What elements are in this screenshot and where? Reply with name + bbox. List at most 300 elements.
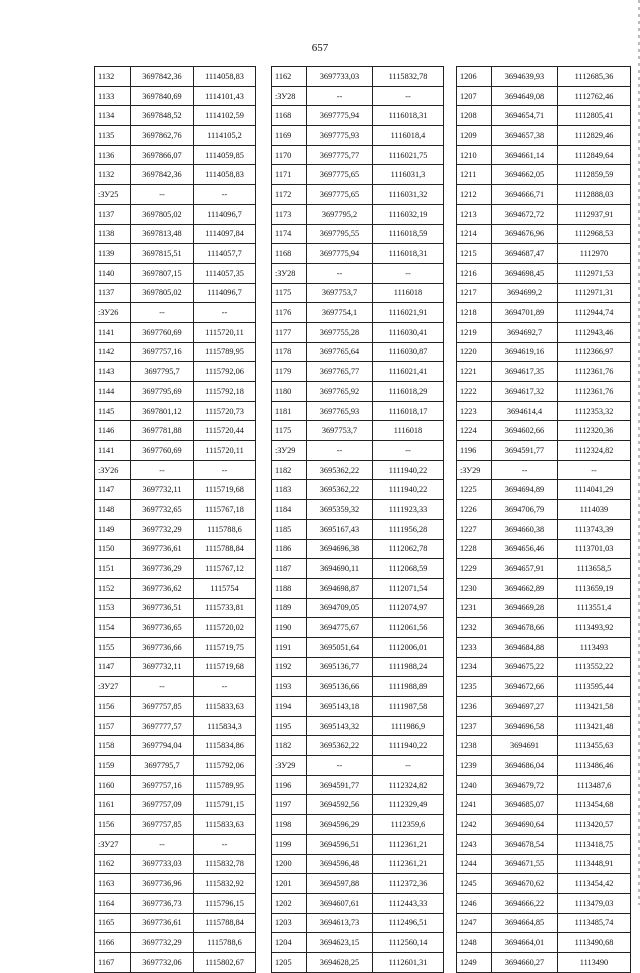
x-coordinate-cell: 3697765,64 <box>307 342 373 362</box>
table-row <box>457 756 631 776</box>
table-row <box>457 578 631 598</box>
point-number-cell: 1163 <box>95 874 131 894</box>
y-coordinate-cell: 1114096,7 <box>194 204 256 224</box>
table-row <box>457 460 631 480</box>
y-coordinate-cell: 1115788,84 <box>194 539 256 559</box>
table-row <box>95 441 256 461</box>
coordinate-table-left <box>94 66 256 973</box>
x-coordinate-cell: 3697775,65 <box>307 185 373 205</box>
x-coordinate-cell: 3694775,67 <box>307 618 373 638</box>
table-row <box>457 263 631 283</box>
x-coordinate-cell: 3694698,87 <box>307 578 373 598</box>
point-number-cell: 1210 <box>457 145 492 165</box>
table-row <box>457 815 631 835</box>
table-row <box>95 657 256 677</box>
table-row <box>95 460 256 480</box>
x-coordinate-cell: 3694676,96 <box>492 224 558 244</box>
point-number-cell: 1177 <box>272 322 307 342</box>
point-number-cell: 1217 <box>457 283 492 303</box>
y-coordinate-cell: 1115767,18 <box>194 500 256 520</box>
table-row <box>95 854 256 874</box>
point-number-cell: 1154 <box>95 618 131 638</box>
y-coordinate-cell: 1112361,76 <box>558 362 631 382</box>
table-row <box>272 106 444 126</box>
y-coordinate-cell: 1116030,87 <box>373 342 444 362</box>
table-row <box>95 480 256 500</box>
x-coordinate-cell: 3694691 <box>492 736 558 756</box>
x-coordinate-cell: 3697732,11 <box>131 480 194 500</box>
y-coordinate-cell: 1112324,82 <box>373 775 444 795</box>
table-row <box>457 500 631 520</box>
x-coordinate-cell: 3695362,22 <box>307 460 373 480</box>
x-coordinate-cell: 3697753,7 <box>307 421 373 441</box>
point-number-cell: 1224 <box>457 421 492 441</box>
y-coordinate-cell: 1116018 <box>373 421 444 441</box>
x-coordinate-cell: -- <box>492 460 558 480</box>
table-row <box>95 362 256 382</box>
table-row <box>272 382 444 402</box>
y-coordinate-cell: 1116030,41 <box>373 322 444 342</box>
table-row <box>95 500 256 520</box>
table-row <box>272 677 444 697</box>
table-row <box>457 322 631 342</box>
point-number-cell: 1148 <box>95 500 131 520</box>
y-coordinate-cell: 1113552,22 <box>558 657 631 677</box>
table-row <box>272 598 444 618</box>
y-coordinate-cell: 1115834,86 <box>194 736 256 756</box>
y-coordinate-cell: 1115720,02 <box>194 618 256 638</box>
point-number-cell: 1132 <box>95 67 131 87</box>
table-row <box>95 539 256 559</box>
table-row <box>95 697 256 717</box>
y-coordinate-cell: 1111940,22 <box>373 736 444 756</box>
y-coordinate-cell: 1115789,95 <box>194 342 256 362</box>
x-coordinate-cell: 3697781,88 <box>131 421 194 441</box>
point-number-cell: 1156 <box>95 697 131 717</box>
x-coordinate-cell: 3694685,07 <box>492 795 558 815</box>
y-coordinate-cell: 1112968,53 <box>558 224 631 244</box>
table-row <box>457 893 631 913</box>
y-coordinate-cell: 1112361,21 <box>373 834 444 854</box>
point-number-cell: 1232 <box>457 618 492 638</box>
table-row <box>272 716 444 736</box>
x-coordinate-cell: -- <box>131 460 194 480</box>
y-coordinate-cell: 1116031,32 <box>373 185 444 205</box>
x-coordinate-cell: 3697862,76 <box>131 126 194 146</box>
y-coordinate-cell: 1113487,6 <box>558 775 631 795</box>
point-number-cell: 1194 <box>272 697 307 717</box>
x-coordinate-cell: 3694602,66 <box>492 421 558 441</box>
y-coordinate-cell: 1112366,97 <box>558 342 631 362</box>
x-coordinate-cell: 3694623,15 <box>307 933 373 953</box>
y-coordinate-cell: 1112829,46 <box>558 126 631 146</box>
x-coordinate-cell: 3697795,7 <box>131 362 194 382</box>
point-number-cell: :ЗУ27 <box>95 677 131 697</box>
point-number-cell: 1181 <box>272 401 307 421</box>
point-number-cell: 1173 <box>272 204 307 224</box>
y-coordinate-cell: 1115834,3 <box>194 716 256 736</box>
table-row <box>457 952 631 972</box>
table-row <box>272 86 444 106</box>
x-coordinate-cell: 3694696,58 <box>492 716 558 736</box>
table-row <box>272 933 444 953</box>
y-coordinate-cell: 1115789,95 <box>194 775 256 795</box>
point-number-cell: 1139 <box>95 244 131 264</box>
point-number-cell: 1156 <box>95 815 131 835</box>
y-coordinate-cell: 1116018,31 <box>373 106 444 126</box>
table-row <box>272 618 444 638</box>
x-coordinate-cell: 3697765,93 <box>307 401 373 421</box>
x-coordinate-cell: -- <box>307 441 373 461</box>
point-number-cell: 1159 <box>95 756 131 776</box>
y-coordinate-cell: 1112324,82 <box>558 441 631 461</box>
x-coordinate-cell: 3697795,55 <box>307 224 373 244</box>
table-row <box>95 815 256 835</box>
x-coordinate-cell: 3697842,36 <box>131 165 194 185</box>
point-number-cell: 1242 <box>457 815 492 835</box>
point-number-cell: 1216 <box>457 263 492 283</box>
y-coordinate-cell: -- <box>194 834 256 854</box>
table-row <box>272 500 444 520</box>
x-coordinate-cell: 3694592,56 <box>307 795 373 815</box>
table-row <box>457 736 631 756</box>
point-number-cell: 1190 <box>272 618 307 638</box>
table-row <box>95 185 256 205</box>
table-row <box>95 933 256 953</box>
x-coordinate-cell: -- <box>131 834 194 854</box>
table-row <box>457 67 631 87</box>
y-coordinate-cell: 1114102,59 <box>194 106 256 126</box>
x-coordinate-cell: 3694692,7 <box>492 322 558 342</box>
x-coordinate-cell: 3694617,35 <box>492 362 558 382</box>
y-coordinate-cell: 1112560,14 <box>373 933 444 953</box>
y-coordinate-cell: 1112071,54 <box>373 578 444 598</box>
x-coordinate-cell: 3694660,27 <box>492 952 558 972</box>
y-coordinate-cell: 1112443,33 <box>373 893 444 913</box>
point-number-cell: 1170 <box>272 145 307 165</box>
point-number-cell: 1184 <box>272 500 307 520</box>
y-coordinate-cell: 1111986,9 <box>373 716 444 736</box>
point-number-cell: 1187 <box>272 559 307 579</box>
y-coordinate-cell: 1112372,36 <box>373 874 444 894</box>
x-coordinate-cell: 3695167,43 <box>307 519 373 539</box>
x-coordinate-cell: 3695136,77 <box>307 657 373 677</box>
point-number-cell: 1209 <box>457 126 492 146</box>
x-coordinate-cell: 3694698,45 <box>492 263 558 283</box>
x-coordinate-cell: 3697775,65 <box>307 165 373 185</box>
x-coordinate-cell: 3694664,01 <box>492 933 558 953</box>
table-row <box>272 913 444 933</box>
table-row <box>457 342 631 362</box>
point-number-cell: 1134 <box>95 106 131 126</box>
table-row <box>95 165 256 185</box>
point-number-cell: 1223 <box>457 401 492 421</box>
x-coordinate-cell: 3697732,29 <box>131 933 194 953</box>
y-coordinate-cell: 1112361,76 <box>558 382 631 402</box>
y-coordinate-cell: 1115833,63 <box>194 815 256 835</box>
x-coordinate-cell: 3697777,57 <box>131 716 194 736</box>
point-number-cell: 1198 <box>272 815 307 835</box>
x-coordinate-cell: -- <box>307 263 373 283</box>
point-number-cell: 1227 <box>457 519 492 539</box>
y-coordinate-cell: 1112805,41 <box>558 106 631 126</box>
table-row <box>457 677 631 697</box>
x-coordinate-cell: -- <box>307 756 373 776</box>
x-coordinate-cell: 3697736,73 <box>131 893 194 913</box>
table-row <box>272 224 444 244</box>
table-row <box>272 559 444 579</box>
y-coordinate-cell: 1116032,19 <box>373 204 444 224</box>
point-number-cell: 1244 <box>457 854 492 874</box>
x-coordinate-cell: 3697733,03 <box>307 67 373 87</box>
x-coordinate-cell: 3694591,77 <box>307 775 373 795</box>
point-number-cell: :ЗУ28 <box>272 263 307 283</box>
point-number-cell: 1196 <box>457 441 492 461</box>
y-coordinate-cell: -- <box>194 460 256 480</box>
x-coordinate-cell: -- <box>131 677 194 697</box>
x-coordinate-cell: 3697840,69 <box>131 86 194 106</box>
point-number-cell: 1136 <box>95 145 131 165</box>
x-coordinate-cell: 3697775,93 <box>307 126 373 146</box>
point-number-cell: 1137 <box>95 204 131 224</box>
point-number-cell: 1133 <box>95 86 131 106</box>
table-row <box>457 106 631 126</box>
y-coordinate-cell: 1115788,6 <box>194 519 256 539</box>
point-number-cell: 1247 <box>457 913 492 933</box>
point-number-cell: 1219 <box>457 322 492 342</box>
x-coordinate-cell: 3697805,02 <box>131 283 194 303</box>
table-row <box>457 598 631 618</box>
table-row <box>95 736 256 756</box>
y-coordinate-cell: 1112359,6 <box>373 815 444 835</box>
x-coordinate-cell: 3697753,7 <box>307 283 373 303</box>
point-number-cell: 1220 <box>457 342 492 362</box>
point-number-cell: 1132 <box>95 165 131 185</box>
x-coordinate-cell: 3694706,79 <box>492 500 558 520</box>
x-coordinate-cell: 3694678,54 <box>492 834 558 854</box>
y-coordinate-cell: 1114058,83 <box>194 165 256 185</box>
y-coordinate-cell: 1113420,57 <box>558 815 631 835</box>
point-number-cell: 1230 <box>457 578 492 598</box>
table-row <box>95 874 256 894</box>
table-row <box>272 952 444 972</box>
x-coordinate-cell: 3694679,72 <box>492 775 558 795</box>
y-coordinate-cell: 1116018,17 <box>373 401 444 421</box>
point-number-cell: 1204 <box>272 933 307 953</box>
x-coordinate-cell: 3694687,47 <box>492 244 558 264</box>
y-coordinate-cell: 1113421,48 <box>558 716 631 736</box>
coordinate-table-right <box>456 66 631 973</box>
point-number-cell: 1214 <box>457 224 492 244</box>
y-coordinate-cell: 1113454,42 <box>558 874 631 894</box>
table-row <box>457 933 631 953</box>
x-coordinate-cell: -- <box>307 86 373 106</box>
table-row <box>95 303 256 323</box>
y-coordinate-cell: 1115792,06 <box>194 756 256 776</box>
coordinate-table-middle <box>271 66 444 973</box>
point-number-cell: 1197 <box>272 795 307 815</box>
y-coordinate-cell: 1115720,73 <box>194 401 256 421</box>
x-coordinate-cell: 3694596,29 <box>307 815 373 835</box>
x-coordinate-cell: 3697795,7 <box>131 756 194 776</box>
point-number-cell: 1200 <box>272 854 307 874</box>
table-row <box>457 519 631 539</box>
y-coordinate-cell: 1115833,63 <box>194 697 256 717</box>
y-coordinate-cell: 1112353,32 <box>558 401 631 421</box>
point-number-cell: 1145 <box>95 401 131 421</box>
table-row <box>95 244 256 264</box>
y-coordinate-cell: 1113493,92 <box>558 618 631 638</box>
table-row <box>272 874 444 894</box>
point-number-cell: 1189 <box>272 598 307 618</box>
x-coordinate-cell: 3697736,61 <box>131 539 194 559</box>
x-coordinate-cell: 3694649,08 <box>492 86 558 106</box>
point-number-cell: 1233 <box>457 637 492 657</box>
y-coordinate-cell: 1113455,63 <box>558 736 631 756</box>
x-coordinate-cell: 3694669,28 <box>492 598 558 618</box>
table-row <box>272 303 444 323</box>
y-coordinate-cell: 1114101,43 <box>194 86 256 106</box>
table-row <box>272 263 444 283</box>
y-coordinate-cell: 1112601,31 <box>373 952 444 972</box>
x-coordinate-cell: 3697732,06 <box>131 952 194 972</box>
point-number-cell: 1226 <box>457 500 492 520</box>
table-row <box>272 775 444 795</box>
table-row <box>95 224 256 244</box>
table-row <box>457 441 631 461</box>
table-row <box>272 697 444 717</box>
table-row <box>95 67 256 87</box>
y-coordinate-cell: 1112971,53 <box>558 263 631 283</box>
table-row <box>457 283 631 303</box>
table-row <box>272 145 444 165</box>
x-coordinate-cell: 3694613,73 <box>307 913 373 933</box>
y-coordinate-cell: 1112320,36 <box>558 421 631 441</box>
table-row <box>272 441 444 461</box>
point-number-cell: 1151 <box>95 559 131 579</box>
x-coordinate-cell: 3694672,72 <box>492 204 558 224</box>
table-row <box>272 480 444 500</box>
x-coordinate-cell: 3694672,66 <box>492 677 558 697</box>
y-coordinate-cell: 1116018,4 <box>373 126 444 146</box>
table-row <box>95 637 256 657</box>
y-coordinate-cell: 1112937,91 <box>558 204 631 224</box>
y-coordinate-cell: 1111988,24 <box>373 657 444 677</box>
y-coordinate-cell: 1113485,74 <box>558 913 631 933</box>
x-coordinate-cell: 3694690,64 <box>492 815 558 835</box>
table-row <box>457 834 631 854</box>
x-coordinate-cell: 3697815,51 <box>131 244 194 264</box>
point-number-cell: 1206 <box>457 67 492 87</box>
point-number-cell: :ЗУ28 <box>272 86 307 106</box>
point-number-cell: :ЗУ26 <box>95 460 131 480</box>
x-coordinate-cell: 3694657,38 <box>492 126 558 146</box>
x-coordinate-cell: 3695362,22 <box>307 480 373 500</box>
point-number-cell: 1174 <box>272 224 307 244</box>
x-coordinate-cell: 3697866,07 <box>131 145 194 165</box>
table-row <box>457 874 631 894</box>
table-row <box>272 165 444 185</box>
y-coordinate-cell: -- <box>194 677 256 697</box>
point-number-cell: 1185 <box>272 519 307 539</box>
point-number-cell: 1229 <box>457 559 492 579</box>
table-row <box>457 126 631 146</box>
x-coordinate-cell: 3697736,51 <box>131 598 194 618</box>
point-number-cell: 1135 <box>95 126 131 146</box>
page-number: 657 <box>311 42 329 54</box>
x-coordinate-cell: 3697813,48 <box>131 224 194 244</box>
table-row <box>272 460 444 480</box>
table-row <box>272 67 444 87</box>
x-coordinate-cell: 3694701,89 <box>492 303 558 323</box>
table-row <box>457 657 631 677</box>
y-coordinate-cell: -- <box>373 756 444 776</box>
y-coordinate-cell: 1112970 <box>558 244 631 264</box>
x-coordinate-cell: 3694696,38 <box>307 539 373 559</box>
x-coordinate-cell: 3697805,02 <box>131 204 194 224</box>
point-number-cell: 1234 <box>457 657 492 677</box>
table-row <box>457 716 631 736</box>
x-coordinate-cell: 3694662,89 <box>492 578 558 598</box>
x-coordinate-cell: 3694656,46 <box>492 539 558 559</box>
table-row <box>272 342 444 362</box>
y-coordinate-cell: 1116018,59 <box>373 224 444 244</box>
y-coordinate-cell: 1113658,5 <box>558 559 631 579</box>
y-coordinate-cell: 1115720,44 <box>194 421 256 441</box>
x-coordinate-cell: 3697736,96 <box>131 874 194 894</box>
table-row <box>272 322 444 342</box>
point-number-cell: 1149 <box>95 519 131 539</box>
table-row <box>272 736 444 756</box>
table-row <box>95 775 256 795</box>
table-row <box>95 716 256 736</box>
table-row <box>272 421 444 441</box>
x-coordinate-cell: 3694697,27 <box>492 697 558 717</box>
point-number-cell: :ЗУ25 <box>95 185 131 205</box>
x-coordinate-cell: 3694660,38 <box>492 519 558 539</box>
x-coordinate-cell: 3695362,22 <box>307 736 373 756</box>
x-coordinate-cell: 3697795,69 <box>131 382 194 402</box>
point-number-cell: 1191 <box>272 637 307 657</box>
point-number-cell: 1235 <box>457 677 492 697</box>
y-coordinate-cell: 1115788,84 <box>194 913 256 933</box>
x-coordinate-cell: 3697736,62 <box>131 578 194 598</box>
y-coordinate-cell: 1112061,56 <box>373 618 444 638</box>
x-coordinate-cell: 3694607,61 <box>307 893 373 913</box>
x-coordinate-cell: 3695143,32 <box>307 716 373 736</box>
table-row <box>457 421 631 441</box>
table-row <box>457 145 631 165</box>
point-number-cell: 1147 <box>95 480 131 500</box>
x-coordinate-cell: 3694617,32 <box>492 382 558 402</box>
point-number-cell: 1168 <box>272 106 307 126</box>
y-coordinate-cell: 1111987,58 <box>373 697 444 717</box>
x-coordinate-cell: 3697732,65 <box>131 500 194 520</box>
table-row <box>272 834 444 854</box>
y-coordinate-cell: 1112006,01 <box>373 637 444 657</box>
point-number-cell: 1245 <box>457 874 492 894</box>
x-coordinate-cell: 3697736,29 <box>131 559 194 579</box>
table-row <box>457 362 631 382</box>
point-number-cell: 1236 <box>457 697 492 717</box>
x-coordinate-cell: 3694664,85 <box>492 913 558 933</box>
x-coordinate-cell: 3697848,52 <box>131 106 194 126</box>
x-coordinate-cell: 3697757,16 <box>131 775 194 795</box>
table-row <box>457 637 631 657</box>
x-coordinate-cell: 3697736,66 <box>131 637 194 657</box>
point-number-cell: 1152 <box>95 578 131 598</box>
point-number-cell: 1218 <box>457 303 492 323</box>
